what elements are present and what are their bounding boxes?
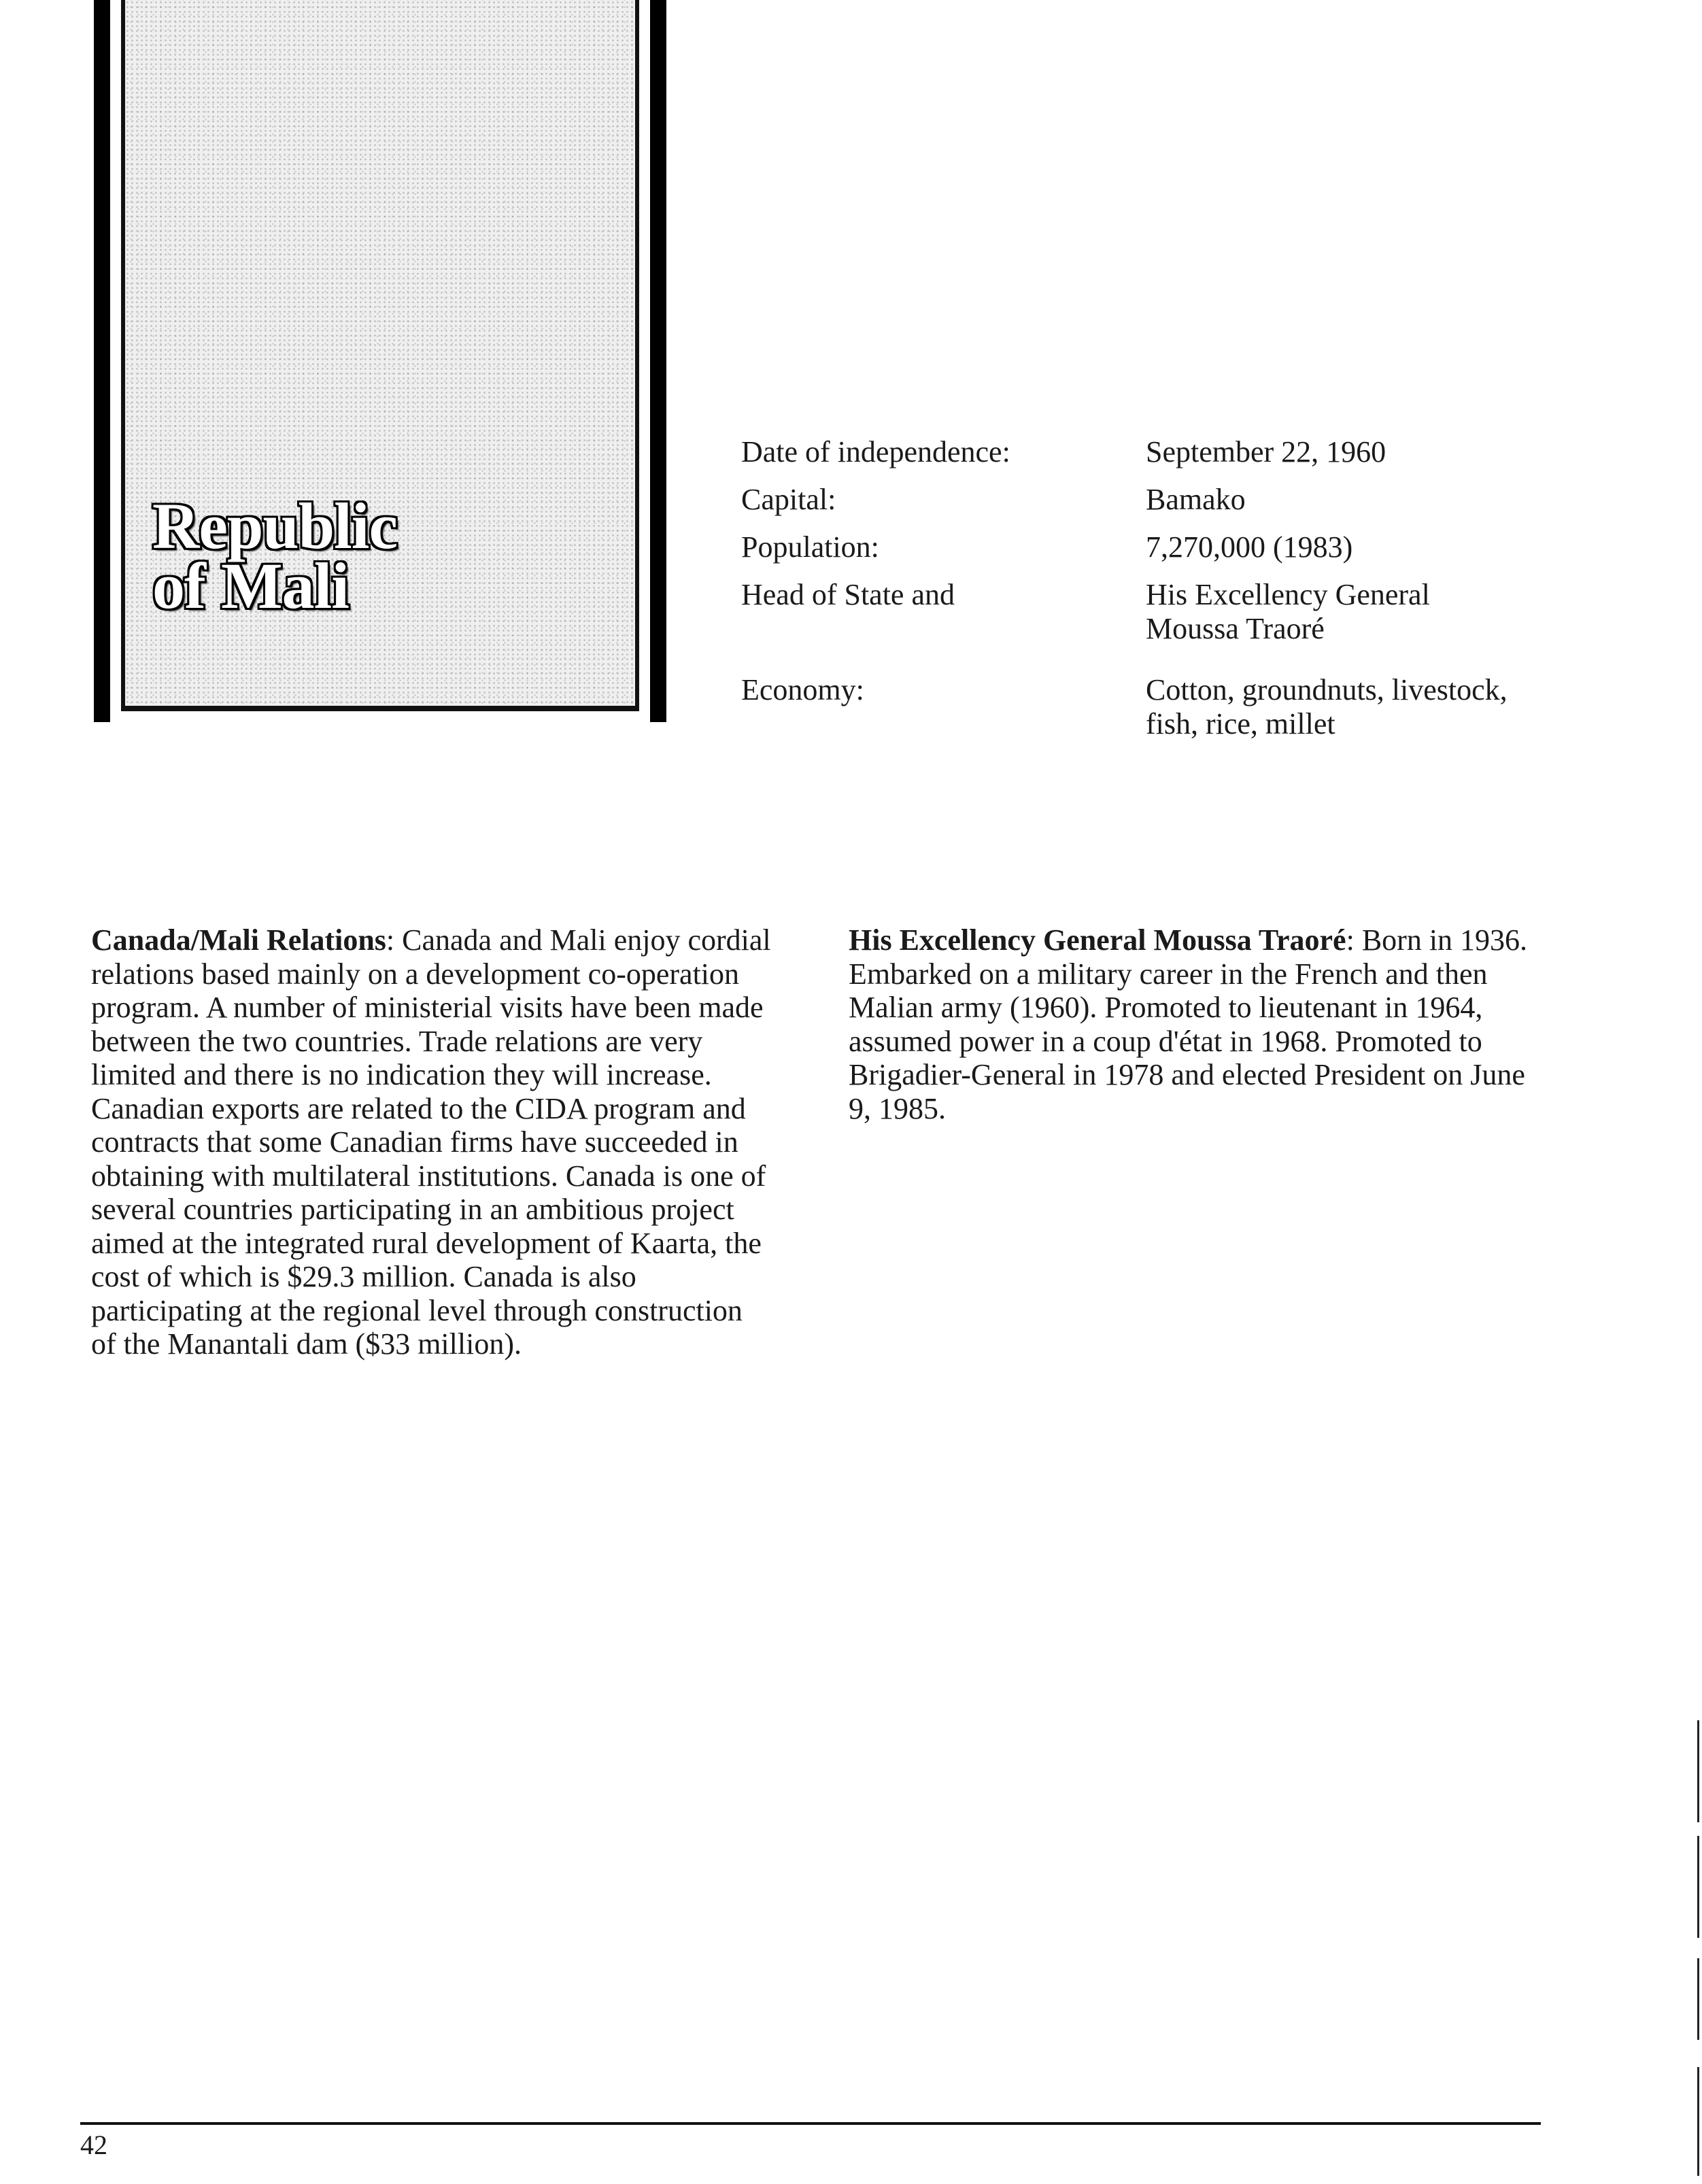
biography-paragraph: [849, 923, 1529, 1125]
biography-text: : Born in 1936. Embarked on a military career in the French and then Malian army (1960). Promoted to lieutenant in 1964, assumed power in a coup d'état in 1968. Promoted to Brigadier-General in 1978 and elected President on June 9, 1985.: [849, 923, 1528, 1125]
fact-label: Economy:: [741, 673, 864, 706]
relations-paragraph: [91, 923, 771, 1361]
fact-label: Capital:: [741, 483, 836, 516]
fact-row-head-of-state: [741, 578, 1625, 646]
title-border-left: [94, 0, 110, 722]
scan-edge-mark: [1697, 1720, 1699, 1822]
fact-row-capital: [741, 483, 1625, 517]
facts-table: [741, 435, 1625, 755]
relations-text: : Canada and Mali enjoy cordial relations based mainly on a development co-operation program. A number of ministerial visits have been made between the two countries. Trade relations are very limited and there is no indication they will increase. Canadian exports are related to the CIDA program and contracts that some Canadian firms have succeeded in obtaining with multilateral institutions. Canada is one of several countries participating in an ambitious project aimed at the integrated rural development of Kaarta, the cost of which is $29.3 million. Canada is also participating at the regional level through construction of the Manantali dam ($33 million).: [91, 923, 771, 1361]
scan-edge-mark: [1697, 1836, 1699, 1938]
title-border-right: [650, 0, 666, 722]
page-number: 42: [80, 2130, 107, 2160]
scan-edge-mark: [1697, 2067, 1699, 2176]
title-block: [94, 0, 666, 722]
country-title-line-2: of Mali: [152, 549, 349, 622]
title-panel: [121, 0, 639, 711]
footer-rule: [80, 2122, 1541, 2125]
country-title: [152, 490, 398, 622]
fact-row-independence: [741, 435, 1625, 469]
relations-column: [91, 923, 771, 1361]
scan-edge-mark: [1697, 1958, 1699, 2040]
relations-heading: Canada/Mali Relations: [91, 923, 386, 957]
country-title-line-1: Republic: [152, 490, 398, 562]
fact-value: His Excellency General Moussa Traoré: [1146, 578, 1430, 645]
fact-label: Population:: [741, 530, 879, 564]
fact-value: 7,270,000 (1983): [1146, 530, 1353, 564]
fact-value: Bamako: [1146, 483, 1246, 516]
fact-label: Date of independence:: [741, 435, 1010, 468]
fact-value: September 22, 1960: [1146, 435, 1386, 468]
biography-column: [849, 923, 1529, 1125]
biography-heading: His Excellency General Moussa Traoré: [849, 923, 1346, 957]
fact-value: Cotton, groundnuts, livestock, fish, rice, millet: [1146, 673, 1508, 740]
fact-label: Head of State and: [741, 578, 955, 611]
fact-row-population: [741, 530, 1625, 564]
fact-row-economy: [741, 673, 1625, 741]
